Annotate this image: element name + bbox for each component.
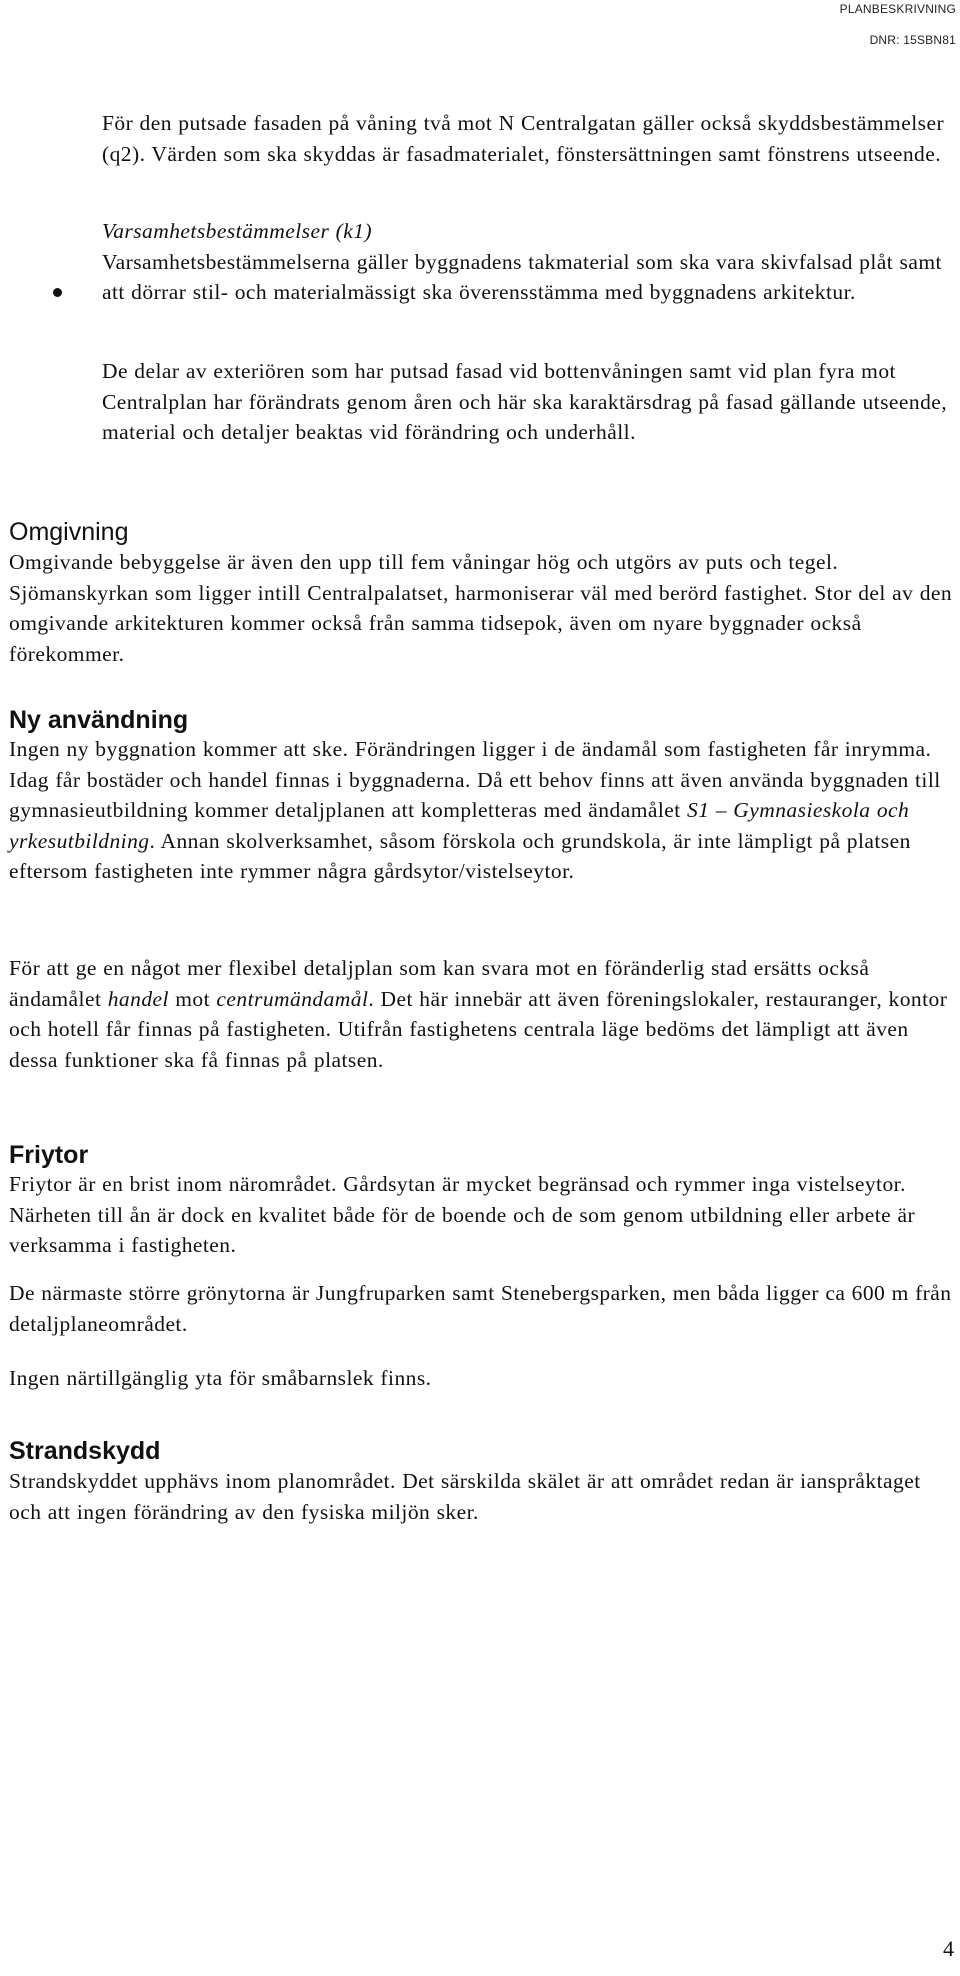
omgivning-heading: Omgivning	[9, 518, 129, 546]
ny-anvandning-paragraph-1	[9, 734, 954, 887]
ny-p2-italic-1: handel	[107, 986, 169, 1011]
bullet-icon	[53, 288, 62, 297]
omgivning-paragraph: Omgivande bebyggelse är även den upp till fem våningar hög och utgörs av puts och tegel. Sjömanskyrkan som ligger intill Centralpalatset, harmoniserar väl med berörd fastighet. Stor del av den omgivande arkitekturen kommer också från samma tidsepok, även om nyare byggnader också förekommer.	[9, 550, 953, 666]
bullet-title: Varsamhetsbestämmelser (k1)	[102, 219, 373, 243]
ny-p2-text-a: För att ge en något mer flexibel detaljplan som kan svara mot en föränderlig stad ersätts också ändamålet	[9, 956, 870, 1011]
ny-p1-text-b: . Annan skolverksamhet, såsom förskola och grundskola, är inte lämpligt på platsen eftersom fastigheten inte rymmer några gårdsytor/vistelseytor.	[9, 828, 911, 883]
bullet-text: Varsamhetsbestämmelserna gäller byggnadens takmaterial som ska vara skivfalsad plåt samt att dörrar stil- och materialmässigt ska överensstämma med byggnadens arkitektur.	[102, 249, 942, 304]
ny-anvandning-paragraph-2	[9, 953, 954, 1075]
friytor-paragraph-2: De närmaste större grönytorna är Jungfruparken samt Stenebergsparken, men båda ligger ca 600 m från detaljplaneområdet.	[9, 1281, 952, 1336]
ny-p2-text-c: . Det här innebär att även föreningslokaler, restauranger, kontor och hotell får finnas på fastigheten. Utifrån fastighetens centrala läge bedöms det lämpligt att även dessa funktioner ska få finnas på platsen.	[9, 986, 948, 1072]
document-header-title: PLANBESKRIVNING	[839, 2, 956, 16]
friytor-paragraph-1: Friytor är en brist inom närområdet. Gårdsytan är mycket begränsad och rymmer inga vistelseytor. Närheten till ån är dock en kvalitet både för de boende och de som genom utbildning eller arbete är verksamma i fastigheten.	[9, 1172, 916, 1257]
friytor-paragraph-3: Ingen närtillgänglig yta för småbarnslek finns.	[9, 1366, 432, 1390]
ny-p2-italic-2: centrumändamål	[216, 986, 369, 1011]
strandskydd-heading: Strandskydd	[9, 1437, 161, 1465]
ny-p1-text-a: Ingen ny byggnation kommer att ske. Förändringen ligger i de ändamål som fastigheten får inrymma. Idag får bostäder och handel finnas i byggnaderna. Då ett behov finns att även använda byggnaden till gymnasieutbildning kommer detaljplanen att kompletteras med ändamålet	[9, 737, 941, 822]
document-number: DNR: 15SBN81	[869, 33, 956, 47]
exterior-paragraph: De delar av exteriören som har putsad fasad vid bottenvåningen samt vid plan fyra mot Centralplan har förändrats genom åren och här ska karaktärsdrag på fasad gällande utseende, material och detaljer beaktas vid förändring och underhåll.	[102, 359, 948, 444]
ny-p1-italic: S1 – Gymnasieskola och yrkesutbildning	[9, 798, 910, 853]
strandskydd-paragraph: Strandskyddet upphävs inom planområdet. Det särskilda skälet är att området redan är ianspråktaget och att ingen förändring av den fysiska miljön sker.	[9, 1469, 921, 1524]
skyddsbestammelser-paragraph: För den putsade fasaden på våning två mot N Centralgatan gäller också skyddsbestämmelser (q2). Värden som ska skyddas är fasadmaterialet, fönstersättningen samt fönstrens utseende.	[102, 111, 945, 166]
page-number: 4	[943, 1936, 954, 1961]
varsamhet-bullet	[102, 216, 952, 308]
friytor-heading: Friytor	[9, 1141, 89, 1169]
ny-anvandning-heading: Ny användning	[9, 706, 189, 734]
ny-p2-text-b: mot	[168, 986, 217, 1011]
